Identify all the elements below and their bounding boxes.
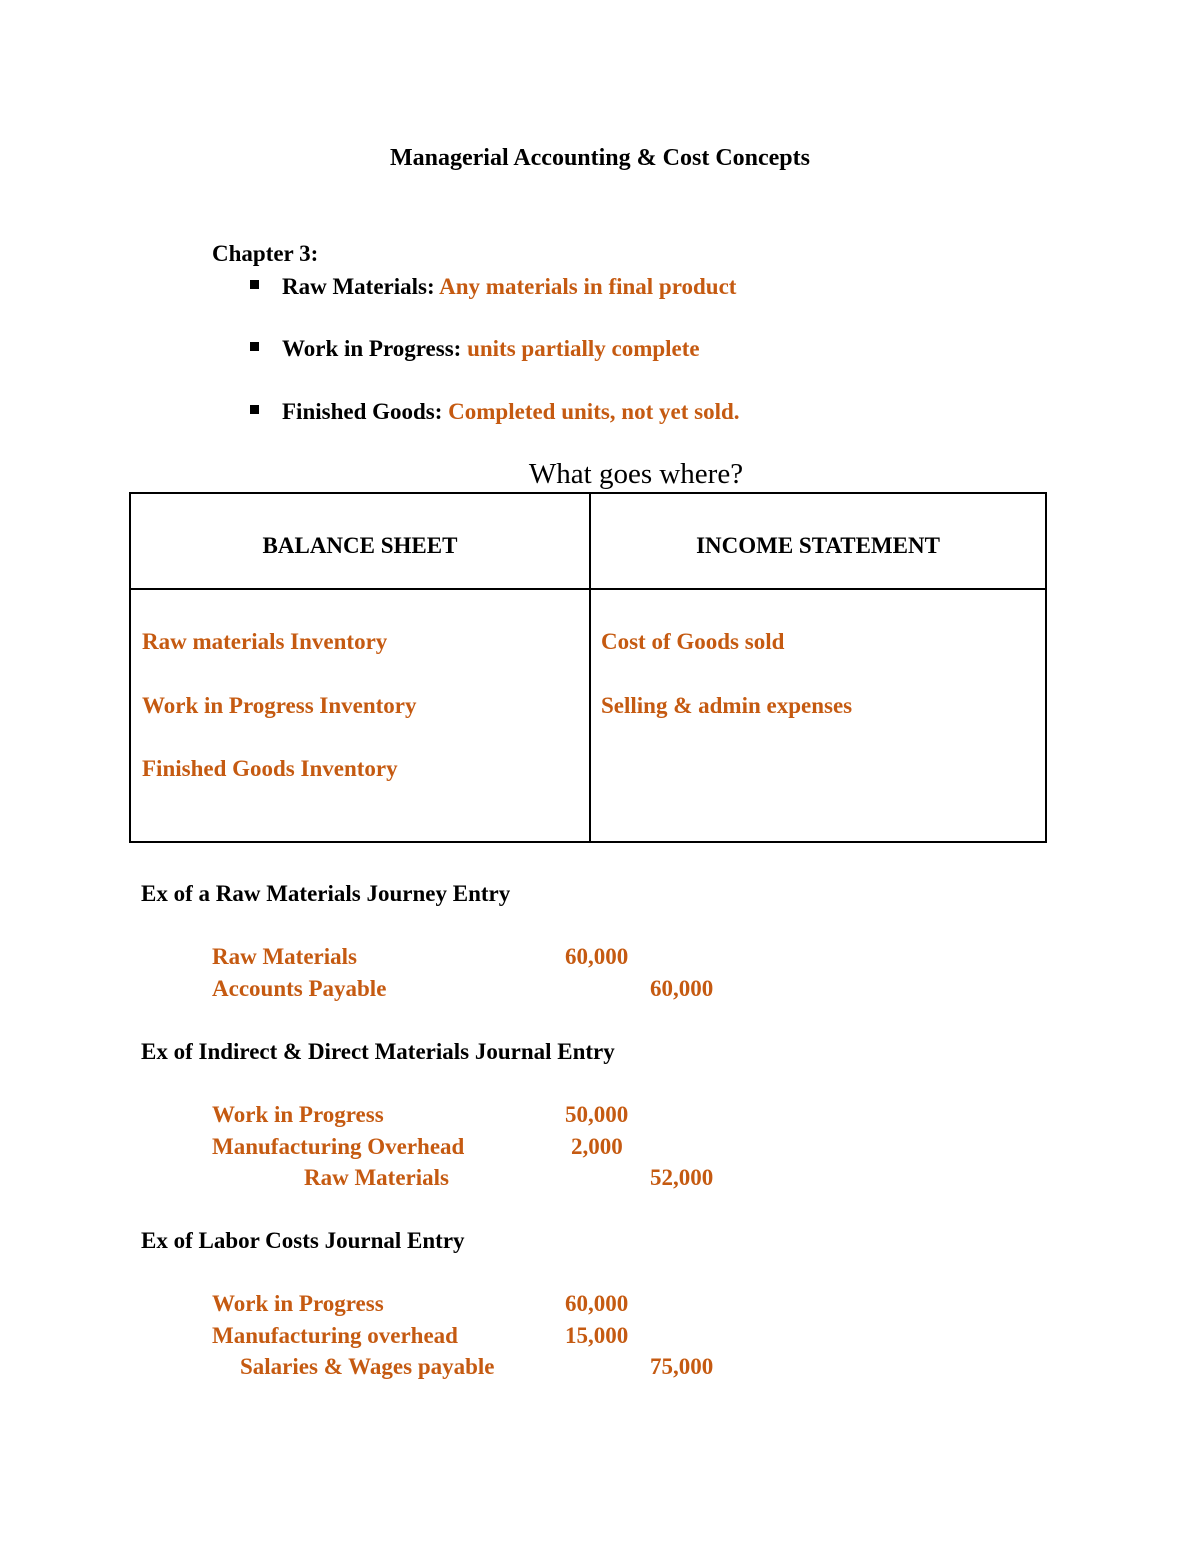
bullet-definition: units partially complete — [467, 336, 700, 361]
bullet-term: Work in Progress: — [282, 336, 462, 361]
je-debit: 60,000 — [565, 1291, 629, 1316]
je-debit: 50,000 — [565, 1102, 629, 1127]
bullet-raw-materials — [250, 275, 736, 298]
square-bullet-icon — [250, 342, 259, 351]
income-statement-header: INCOME STATEMENT — [696, 533, 940, 558]
je-debit: 60,000 — [565, 944, 629, 969]
je-credit: 75,000 — [650, 1354, 714, 1379]
je-account: Raw Materials — [212, 944, 357, 969]
income-statement-item: Cost of Goods sold — [601, 629, 785, 654]
journal-entry-heading: Ex of Labor Costs Journal Entry — [141, 1228, 465, 1253]
bullet-definition: Any materials in final product — [439, 274, 737, 299]
balance-sheet-item: Finished Goods Inventory — [142, 756, 398, 781]
je-account: Work in Progress — [212, 1102, 384, 1127]
je-credit: 52,000 — [650, 1165, 714, 1190]
je-account: Work in Progress — [212, 1291, 384, 1316]
je-credit: 60,000 — [650, 976, 714, 1001]
bullet-work-in-progress — [250, 337, 700, 360]
document-title: Managerial Accounting & Cost Concepts — [390, 145, 810, 171]
bullet-definition: Completed units, not yet sold. — [448, 399, 740, 424]
what-goes-where-table — [129, 492, 1047, 843]
balance-sheet-item: Raw materials Inventory — [142, 629, 388, 654]
income-statement-item: Selling & admin expenses — [601, 693, 853, 718]
je-debit: 15,000 — [565, 1323, 629, 1348]
bullet-term: Raw Materials: — [282, 274, 435, 299]
square-bullet-icon — [250, 405, 259, 414]
table-title: What goes where? — [528, 458, 744, 490]
header-divider — [131, 588, 1045, 590]
balance-sheet-item: Work in Progress Inventory — [142, 693, 417, 718]
je-account: Raw Materials — [304, 1165, 449, 1190]
chapter-label: Chapter 3: — [212, 241, 319, 266]
je-account: Salaries & Wages payable — [240, 1354, 495, 1379]
je-account: Accounts Payable — [212, 976, 387, 1001]
journal-entry-heading: Ex of a Raw Materials Journey Entry — [141, 881, 511, 906]
balance-sheet-header: BALANCE SHEET — [262, 533, 458, 558]
bullet-term: Finished Goods: — [282, 399, 443, 424]
bullet-finished-goods — [250, 400, 740, 423]
je-account: Manufacturing overhead — [212, 1323, 458, 1348]
square-bullet-icon — [250, 280, 259, 289]
journal-entry-heading: Ex of Indirect & Direct Materials Journal Entry — [141, 1039, 615, 1064]
je-debit: 2,000 — [571, 1134, 623, 1159]
je-account: Manufacturing Overhead — [212, 1134, 465, 1159]
